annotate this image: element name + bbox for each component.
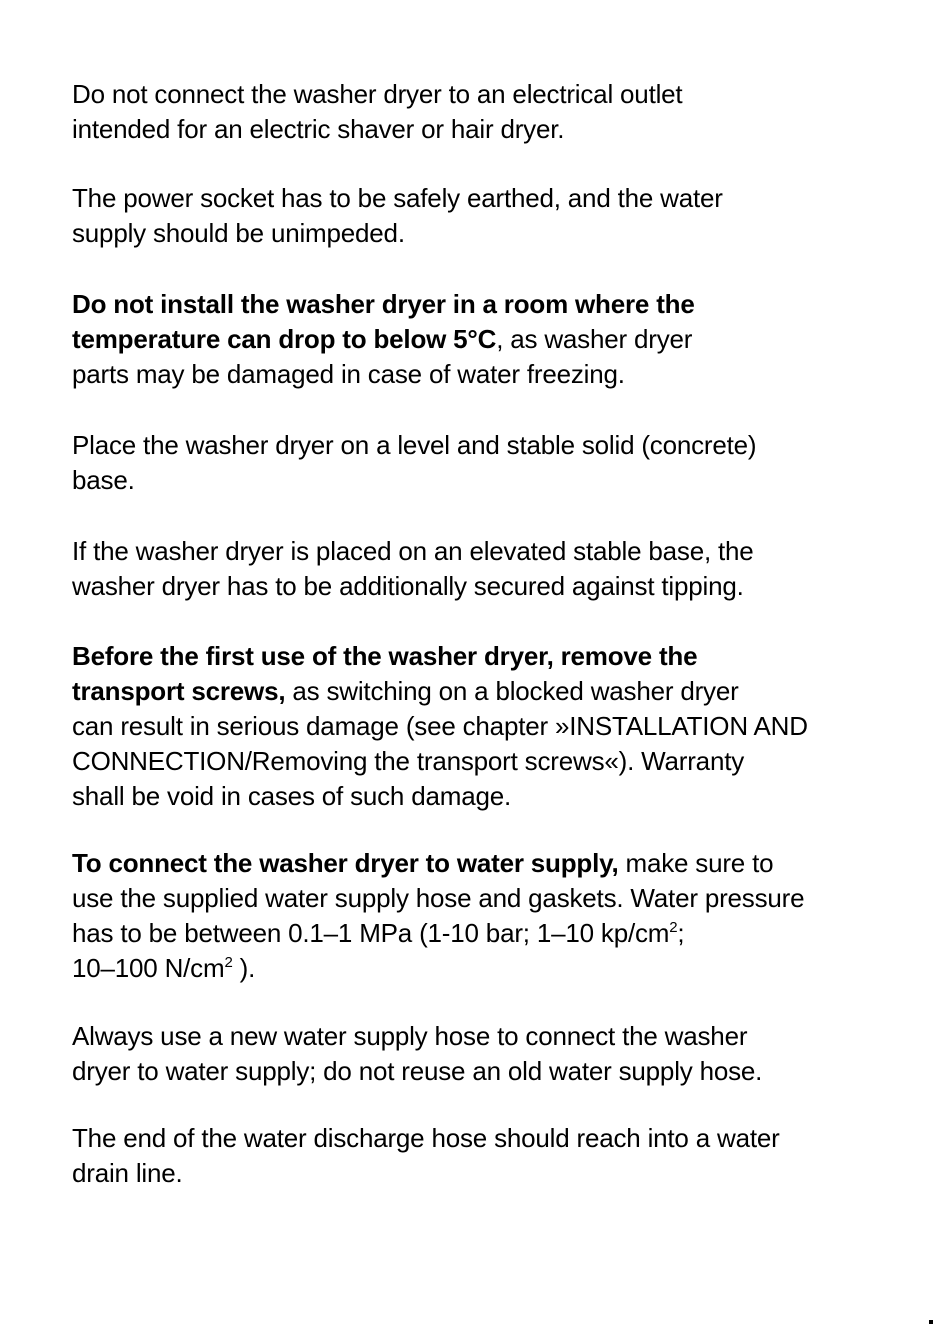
paragraph-power-socket bbox=[72, 181, 872, 251]
text-line: CONNECTION/Removing the transport screws«). Warranty bbox=[72, 746, 745, 776]
text-line: Place the washer dryer on a level and stable solid (concrete) bbox=[72, 430, 757, 460]
text-line: Do not connect the washer dryer to an electrical outlet bbox=[72, 79, 683, 109]
text-line: If the washer dryer is placed on an elevated stable base, the bbox=[72, 536, 754, 566]
bold-text: To connect the washer dryer to water supply, bbox=[72, 848, 619, 878]
superscript: 2 bbox=[224, 954, 233, 971]
bold-text: transport screws, bbox=[72, 676, 286, 706]
text-line: shall be void in cases of such damage. bbox=[72, 781, 511, 811]
text-line: The power socket has to be safely earthed, and the water bbox=[72, 183, 723, 213]
text-line: The end of the water discharge hose should reach into a water bbox=[72, 1123, 780, 1153]
bold-text: temperature can drop to below 5°C bbox=[72, 324, 497, 354]
text-line: base. bbox=[72, 465, 135, 495]
paragraph-transport-screws bbox=[72, 639, 872, 814]
text-line bbox=[72, 322, 872, 357]
paragraph-new-hose bbox=[72, 1019, 872, 1089]
text-line: washer dryer has to be additionally secured against tipping. bbox=[72, 571, 744, 601]
text-line bbox=[72, 916, 872, 951]
paragraph-electrical-outlet bbox=[72, 77, 872, 147]
paragraph-temperature-warning bbox=[72, 287, 872, 392]
text-fragment: 10–100 N/cm bbox=[72, 953, 225, 983]
text-fragment: ; bbox=[677, 918, 685, 948]
paragraph-water-supply bbox=[72, 846, 872, 986]
superscript: 2 bbox=[669, 919, 678, 936]
text-line: use the supplied water supply hose and gaskets. Water pressure bbox=[72, 883, 805, 913]
text-fragment: make sure to bbox=[618, 848, 774, 878]
paragraph-elevated-base bbox=[72, 534, 872, 604]
bold-text-line: Before the first use of the washer dryer, remove the bbox=[72, 641, 698, 671]
text-fragment: as switching on a blocked washer dryer bbox=[285, 676, 739, 706]
text-line bbox=[72, 674, 872, 709]
text-fragment: ). bbox=[232, 953, 256, 983]
text-line: drain line. bbox=[72, 1158, 183, 1188]
bold-text-line: Do not install the washer dryer in a room where the bbox=[72, 289, 695, 319]
text-line: intended for an electric shaver or hair dryer. bbox=[72, 114, 565, 144]
text-line bbox=[72, 951, 872, 986]
text-line bbox=[72, 846, 872, 881]
paragraph-level-base bbox=[72, 428, 872, 498]
text-fragment: has to be between 0.1–1 MPa (1-10 bar; 1–10 kp/cm bbox=[72, 918, 670, 948]
text-line: dryer to water supply; do not reuse an old water supply hose. bbox=[72, 1056, 763, 1086]
text-line: supply should be unimpeded. bbox=[72, 218, 405, 248]
corner-mark bbox=[929, 1320, 933, 1324]
text-line: parts may be damaged in case of water freezing. bbox=[72, 359, 625, 389]
text-fragment: , as washer dryer bbox=[496, 324, 693, 354]
text-line: Always use a new water supply hose to connect the washer bbox=[72, 1021, 748, 1051]
text-line: can result in serious damage (see chapter »INSTALLATION AND bbox=[72, 711, 808, 741]
paragraph-discharge-hose bbox=[72, 1121, 872, 1191]
